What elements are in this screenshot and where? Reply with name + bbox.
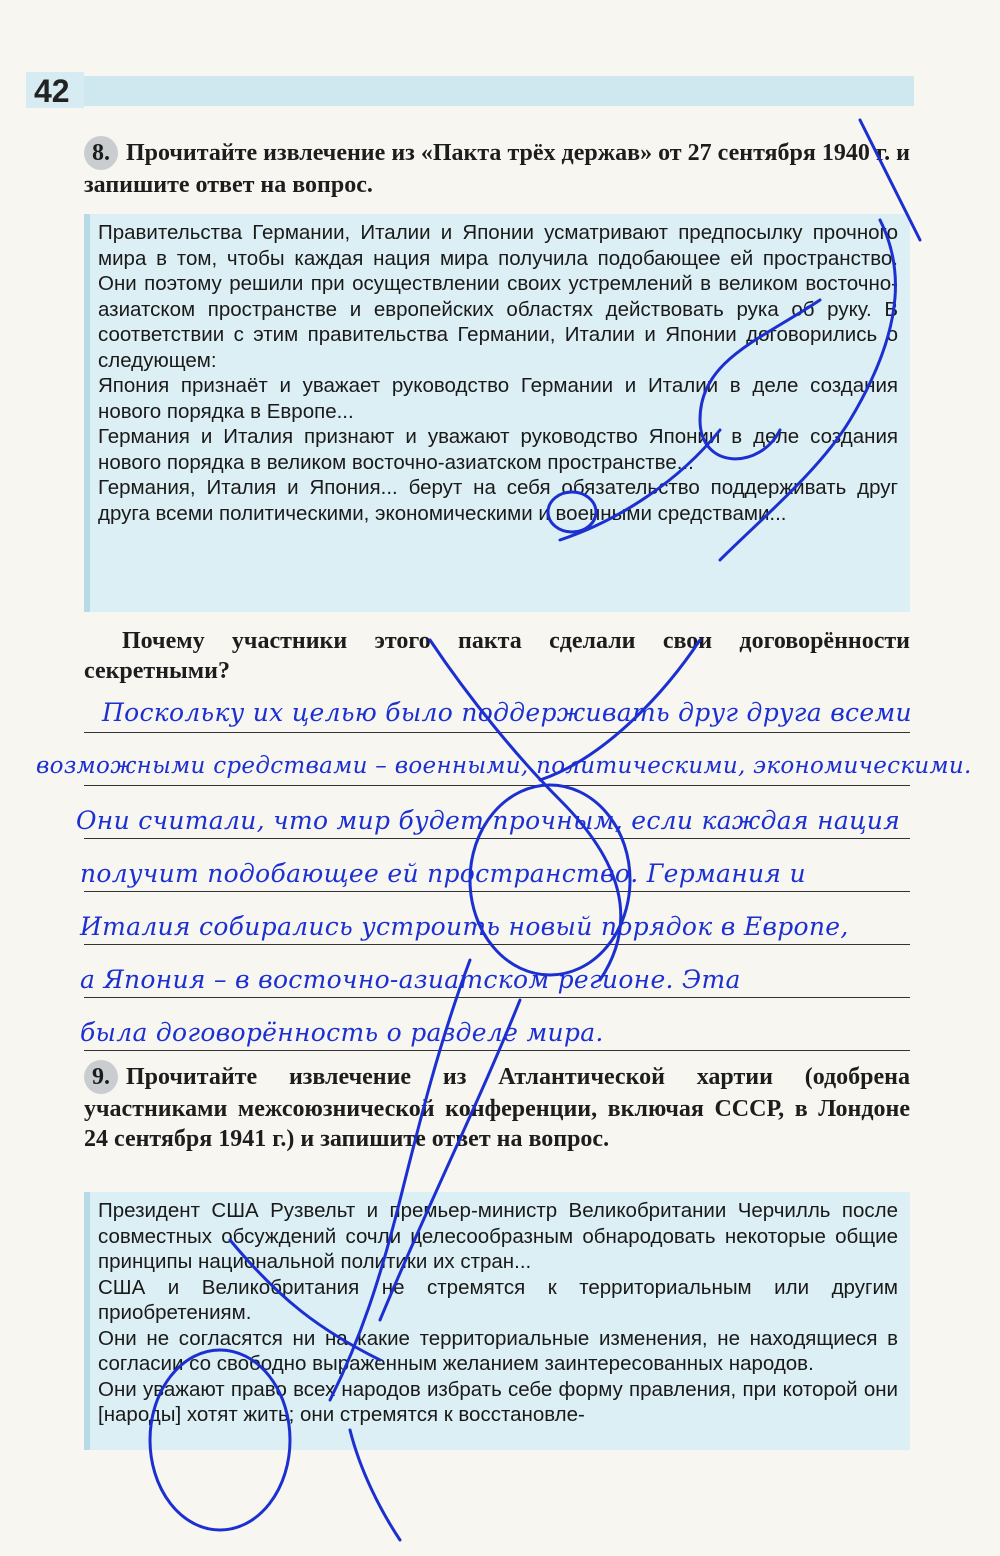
- task-9-heading: [84, 1060, 910, 1154]
- handwritten-answer-text: возможными средствами – военными, политическими, экономическими.: [36, 753, 972, 779]
- task-8-heading: [84, 136, 910, 200]
- handwritten-answer-text: Поскольку их целью было поддерживать друг друга всеми: [102, 698, 912, 727]
- answer-line: [80, 839, 910, 892]
- answer-line: [36, 733, 972, 786]
- page-number: 42: [34, 73, 70, 109]
- task-9-heading-text: Прочитайте извлечение из Атлантической хартии (одобрена участниками межсоюзнической конференции, включая СССР, в Лондоне 24 сентября 1941 г.) и запишите ответ на вопрос.: [84, 1064, 910, 1152]
- handwritten-answer-text: была договорённость о разделе мира.: [80, 1018, 604, 1047]
- task-8-quote-paragraph: Правительства Германии, Италии и Японии усматривают предпосылку прочного мира в том, чтобы каждая нация мира получила подобающее ей пространство. Они поэтому решили при осуществлении своих устремлений в великом восточно-азиатском пространстве и европейских областях действовать рука об руку. В соответствии с этим правительства Германии, Италии и Японии договорились о следующем:: [98, 221, 898, 372]
- task-8-question: Почему участники этого пакта сделали свои договорённости секретными?: [84, 628, 910, 684]
- task-8-quote-box: [84, 214, 910, 612]
- handwritten-answer-text: Италия собирались устроить новый порядок в Европе,: [80, 912, 849, 941]
- task-9-quote-paragraph: США и Великобритания не стремятся к территориальным или другим приобретениям.: [98, 1275, 898, 1324]
- task-9-number: 9.: [84, 1060, 118, 1094]
- answer-line: [80, 998, 910, 1051]
- answer-line: [84, 680, 910, 733]
- task-8-number: 8.: [84, 136, 118, 170]
- answer-line: [80, 892, 910, 945]
- quote-stripe: [84, 214, 90, 612]
- task-9-quote-paragraph: Они уважают право всех народов избрать себе форму правления, при которой они [народы] хотят жить; они стремятся к восстановле-: [98, 1377, 898, 1426]
- task-8-quote-paragraph: Германия, Италия и Япония... берут на себя обязательство поддерживать друг друга всеми политическими, экономическими и военными средствами...: [98, 476, 898, 525]
- answer-line: [76, 786, 910, 839]
- task-8-quote-paragraph: Германия и Италия признают и уважают руководство Японии в деле создания нового порядка в великом восточно-азиатском пространстве...: [98, 425, 898, 474]
- page-header-bar: [26, 76, 914, 106]
- task-8-heading-text: Прочитайте извлечение из «Пакта трёх держав» от 27 сентября 1940 г. и запишите ответ на вопрос.: [84, 140, 910, 198]
- task-9-quote-box: [84, 1192, 910, 1450]
- task-9-quote-paragraph: Они не согласятся ни на какие территориальные изменения, не находящиеся в согласии со свободно выраженным желанием заинтересованных народов.: [98, 1326, 898, 1375]
- task-8-quote-paragraph: Япония признаёт и уважает руководство Германии и Италии в деле создания нового порядка в Европе...: [98, 374, 898, 423]
- handwritten-answer-text: а Япония – в восточно-азиатском регионе. Эта: [80, 965, 741, 994]
- handwritten-answer-text: получит подобающее ей пространство. Германия и: [80, 859, 806, 888]
- task-8-answer-area: [36, 680, 972, 1051]
- answer-line: [80, 945, 910, 998]
- quote-stripe: [84, 1192, 90, 1450]
- task-9-quote-paragraph: Президент США Рузвельт и премьер-министр Великобритании Черчилль после совместных обсуждений сочли целесообразным обнародовать некоторые общие принципы национальной политики их стран...: [98, 1199, 898, 1273]
- handwritten-answer-text: Они считали, что мир будет прочным, если каждая нация: [76, 806, 901, 835]
